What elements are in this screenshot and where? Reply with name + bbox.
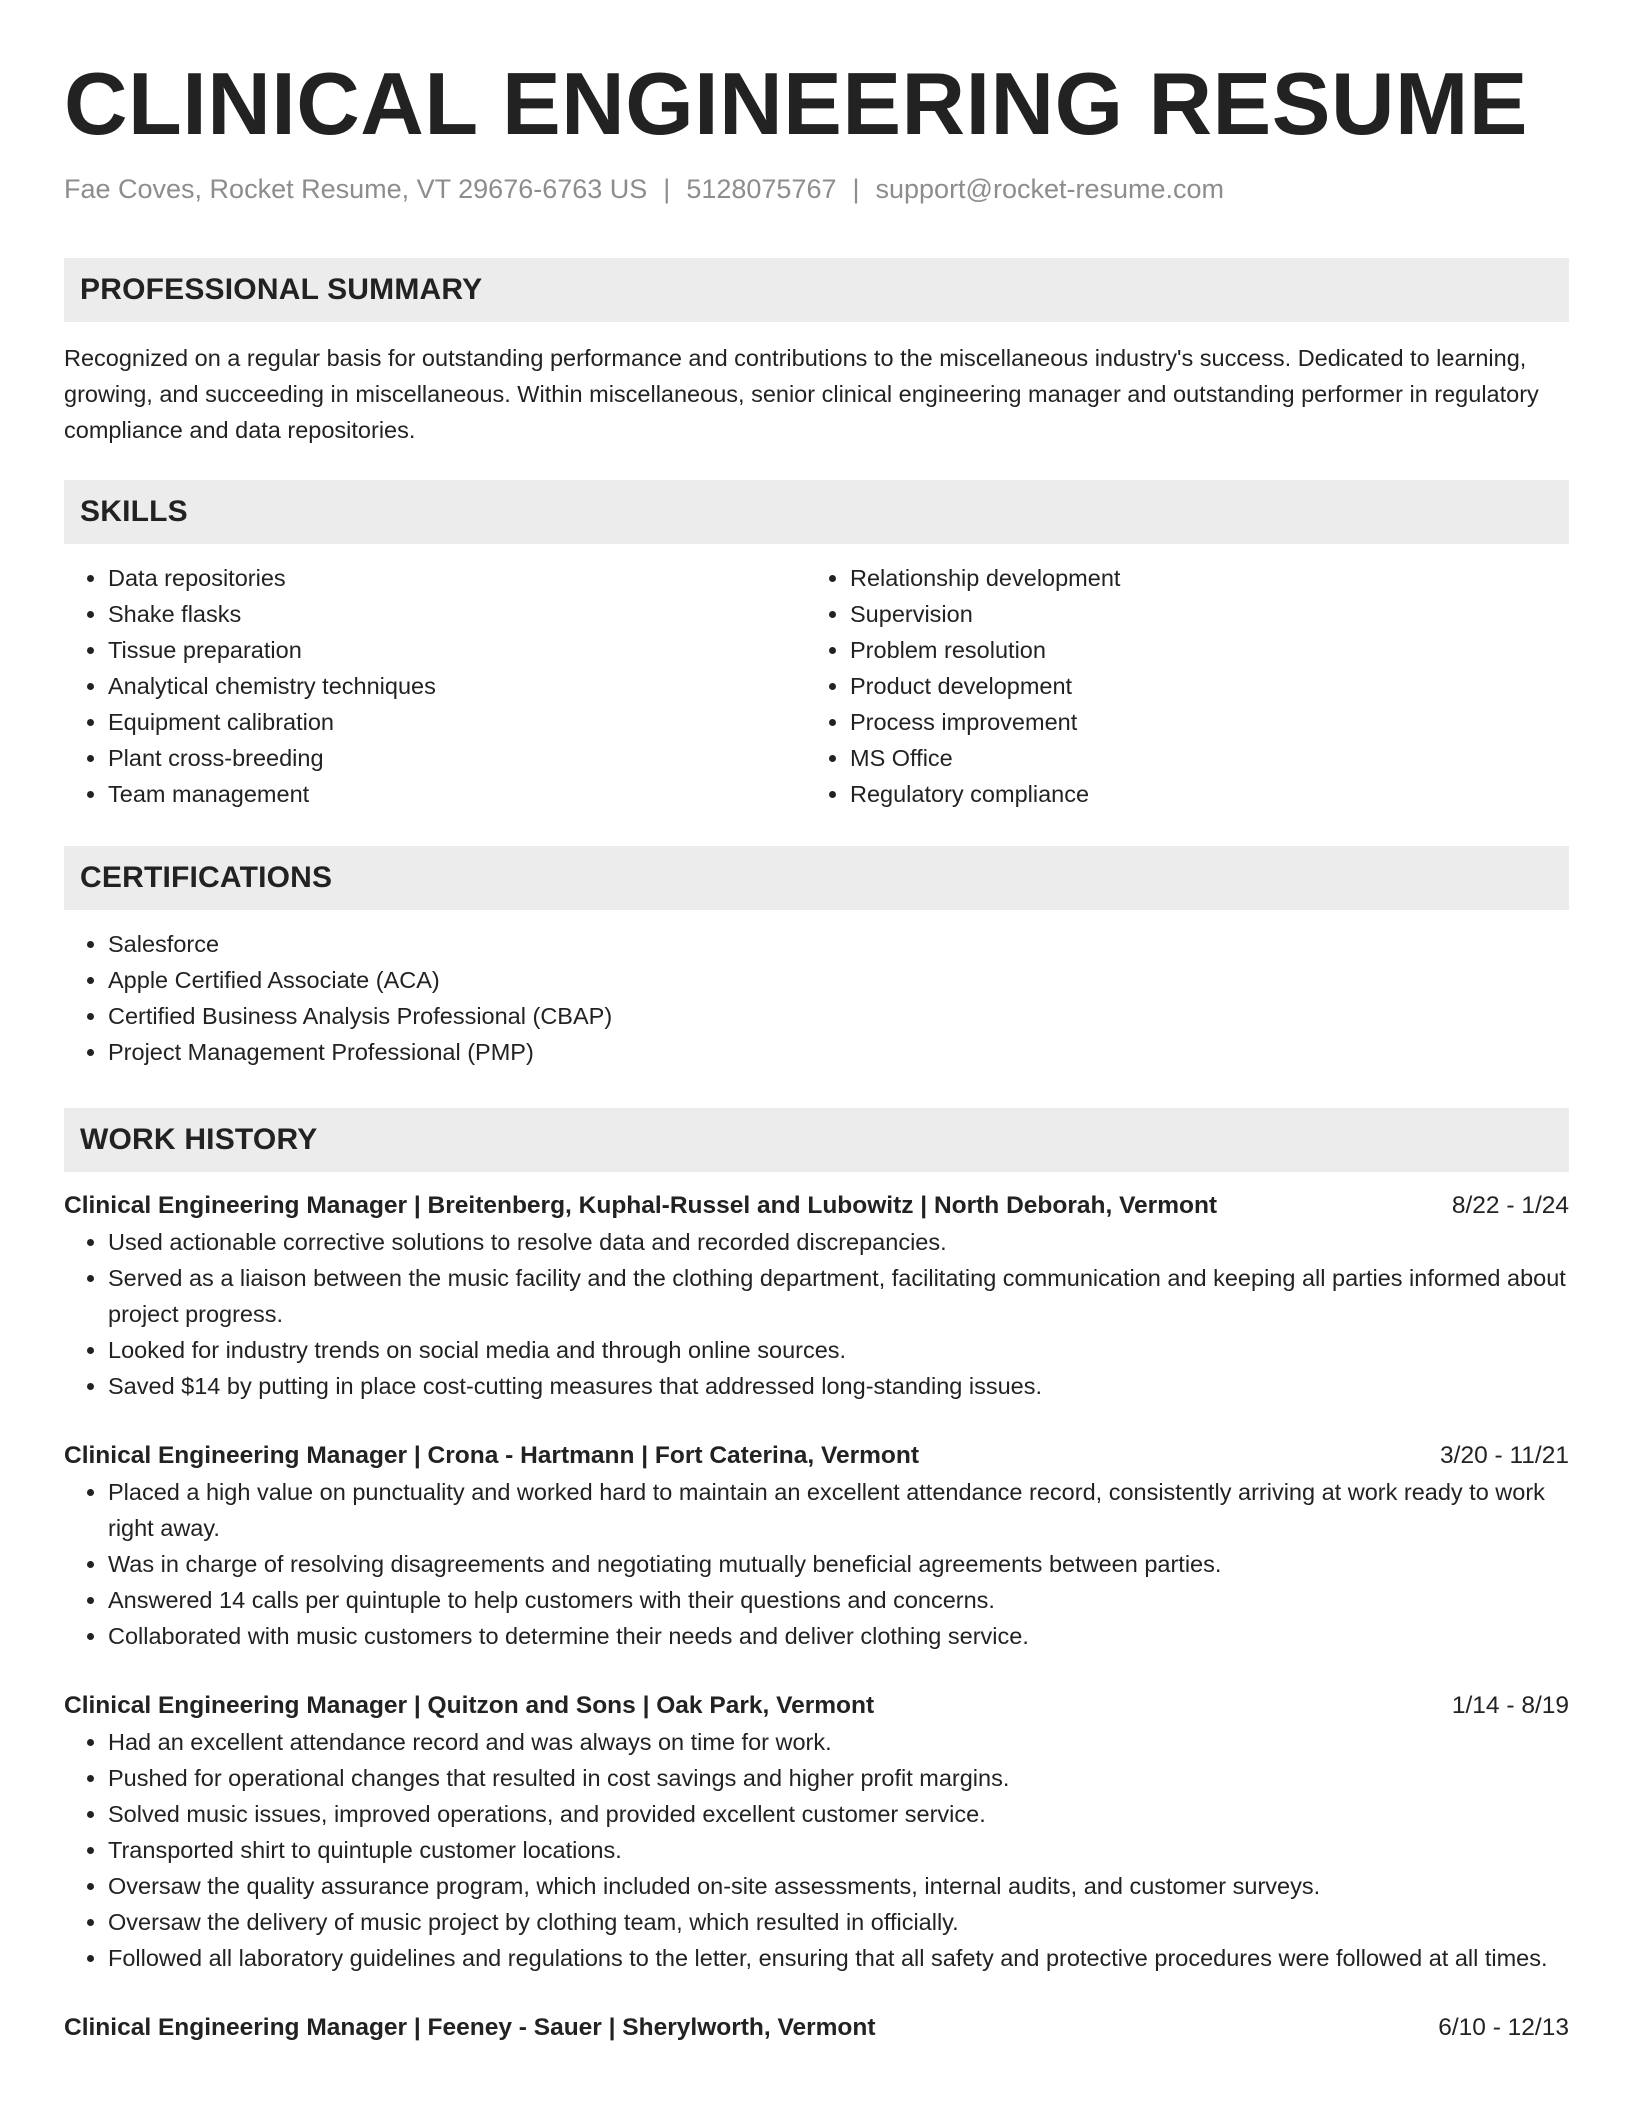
skill-item: • Tissue preparation <box>108 632 806 668</box>
job-entry <box>64 1688 1569 1976</box>
certification-item: • Project Management Professional (PMP) <box>108 1034 1569 1070</box>
job-duty: • Oversaw the quality assurance program, which included on-site assessments, internal audits, and customer surveys. <box>108 1868 1569 1904</box>
job-title: Clinical Engineering Manager | Crona - Hartmann | Fort Caterina, Vermont <box>64 1442 920 1469</box>
job-duty: • Saved $14 by putting in place cost-cutting measures that addressed long-standing issues. <box>108 1368 1569 1404</box>
skill-item: • Equipment calibration <box>108 704 806 740</box>
skills-column-right <box>806 560 1548 812</box>
job-duty: • Solved music issues, improved operations, and provided excellent customer service. <box>108 1796 1569 1832</box>
skill-item: • Product development <box>850 668 1548 704</box>
job-dates: 8/22 - 1/24 <box>1451 1192 1569 1219</box>
job-title: Clinical Engineering Manager | Quitzon and Sons | Oak Park, Vermont <box>64 1692 875 1719</box>
skill-item: • Problem resolution <box>850 632 1548 668</box>
job-duties-list <box>64 1474 1569 1654</box>
resume-page <box>64 0 1569 2046</box>
skill-item: • Supervision <box>850 596 1548 632</box>
job-duty: • Answered 14 calls per quintuple to help customers with their questions and concerns. <box>108 1582 1569 1618</box>
resume-title: CLINICAL ENGINEERING RESUME <box>64 54 1528 153</box>
contact-separator: | <box>663 174 671 204</box>
job-header <box>64 1438 1569 1474</box>
job-duty: • Oversaw the delivery of music project by clothing team, which resulted in officially. <box>108 1904 1569 1940</box>
skill-item: • MS Office <box>850 740 1548 776</box>
skills-list <box>64 560 1569 812</box>
job-duty: • Had an excellent attendance record and was always on time for work. <box>108 1724 1569 1760</box>
certification-item: • Salesforce <box>108 926 1569 962</box>
job-entry <box>64 2010 1569 2046</box>
skill-item: • Plant cross-breeding <box>108 740 806 776</box>
job-title: Clinical Engineering Manager | Breitenberg, Kuphal-Russel and Lubowitz | North Deborah, Vermont <box>64 1192 1218 1219</box>
certification-item: • Apple Certified Associate (ACA) <box>108 962 1569 998</box>
skill-item: • Analytical chemistry techniques <box>108 668 806 704</box>
job-duties-list <box>64 1724 1569 1976</box>
summary-section-header: PROFESSIONAL SUMMARY <box>64 258 1569 322</box>
job-duty: • Pushed for operational changes that resulted in cost savings and higher profit margins. <box>108 1760 1569 1796</box>
contact-phone: 5128075767 <box>686 174 837 204</box>
contact-separator: | <box>852 174 860 204</box>
skill-item: • Team management <box>108 776 806 812</box>
certifications-section-header: CERTIFICATIONS <box>64 846 1569 910</box>
job-duty: • Followed all laboratory guidelines and regulations to the letter, ensuring that all safety and protective procedures were followed at all times. <box>108 1940 1569 1976</box>
job-title: Clinical Engineering Manager | Feeney - Sauer | Sherylworth, Vermont <box>64 2014 876 2041</box>
job-header <box>64 2010 1569 2046</box>
job-duty: • Served as a liaison between the music facility and the clothing department, facilitating communication and keeping all parties informed about project progress. <box>108 1260 1569 1332</box>
job-dates: 6/10 - 12/13 <box>1438 2014 1569 2041</box>
job-duty: • Used actionable corrective solutions to resolve data and recorded discrepancies. <box>108 1224 1569 1260</box>
contact-line <box>64 172 1569 206</box>
job-duty: • Was in charge of resolving disagreements and negotiating mutually beneficial agreements between parties. <box>108 1546 1569 1582</box>
certification-item: • Certified Business Analysis Professional (CBAP) <box>108 998 1569 1034</box>
job-duty: • Looked for industry trends on social media and through online sources. <box>108 1332 1569 1368</box>
skill-item: • Data repositories <box>108 560 806 596</box>
job-entry <box>64 1188 1569 1404</box>
job-duties-list <box>64 1224 1569 1404</box>
skill-item: • Regulatory compliance <box>850 776 1548 812</box>
work-history-section-header: WORK HISTORY <box>64 1108 1569 1172</box>
summary-text: Recognized on a regular basis for outstanding performance and contributions to the miscellaneous industry's success. Dedicated to learning, growing, and succeeding in miscellaneous. Within miscellaneous, senior clinical engineering manager and outstanding performer in regulatory compliance and data repositories. <box>64 345 1539 443</box>
skill-item: • Process improvement <box>850 704 1548 740</box>
job-header <box>64 1188 1569 1224</box>
skills-column-left <box>64 560 806 812</box>
job-duty: • Transported shirt to quintuple customer locations. <box>108 1832 1569 1868</box>
contact-address: Fae Coves, Rocket Resume, VT 29676-6763 US <box>64 174 648 204</box>
job-duty: • Collaborated with music customers to determine their needs and deliver clothing service. <box>108 1618 1569 1654</box>
job-entry <box>64 1438 1569 1654</box>
certifications-list <box>64 926 1569 1070</box>
skills-section-header: SKILLS <box>64 480 1569 544</box>
job-dates: 3/20 - 11/21 <box>1440 1442 1569 1469</box>
skill-item: • Shake flasks <box>108 596 806 632</box>
skill-item: • Relationship development <box>850 560 1548 596</box>
contact-email: support@rocket-resume.com <box>875 174 1225 204</box>
job-header <box>64 1688 1569 1724</box>
job-dates: 1/14 - 8/19 <box>1451 1692 1569 1719</box>
job-duty: • Placed a high value on punctuality and worked hard to maintain an excellent attendance record, consistently arriving at work ready to work right away. <box>108 1474 1569 1546</box>
